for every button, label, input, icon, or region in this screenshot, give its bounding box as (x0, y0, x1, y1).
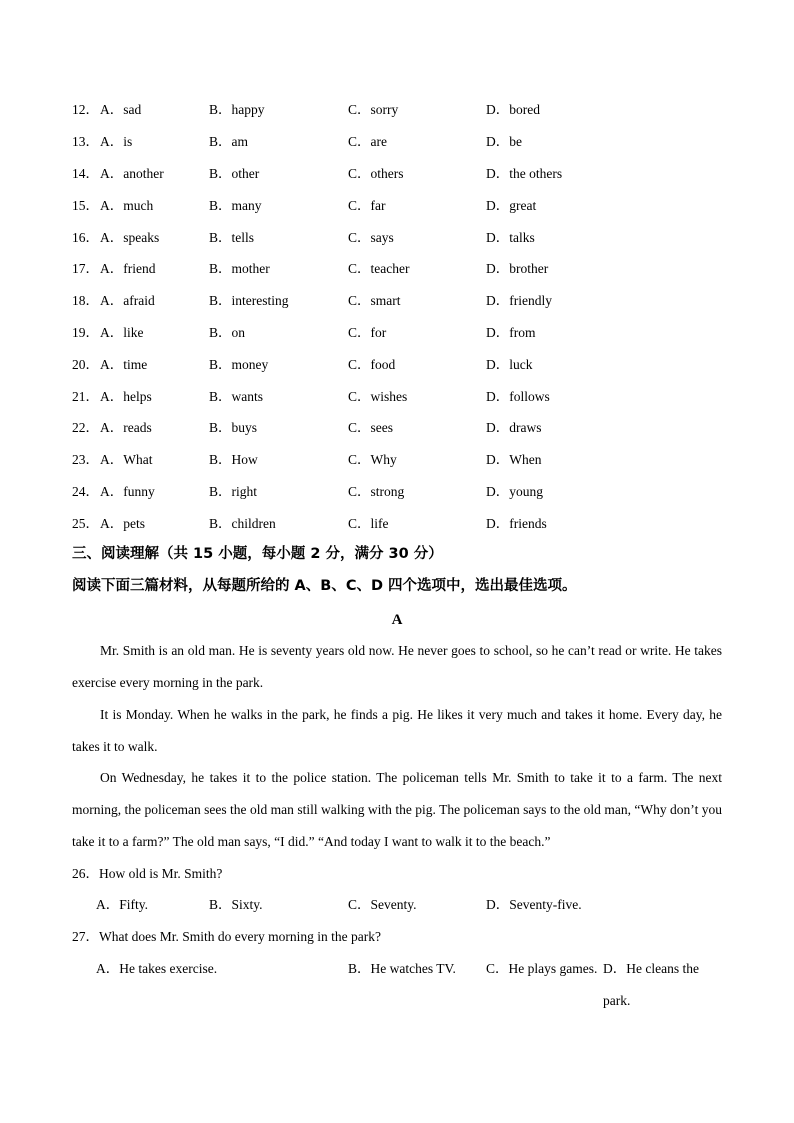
option-c: C．for (348, 325, 387, 340)
question-number: 18． (72, 293, 99, 308)
option-b: B．on (209, 325, 246, 340)
passage-title: A (391, 612, 403, 628)
question-number: 23． (72, 452, 99, 467)
question-stem: 26．How old is Mr. Smith? (72, 866, 223, 881)
option-c: C．strong (348, 484, 405, 499)
option-c: C．sees (348, 420, 393, 435)
option-b: B．buys (209, 420, 258, 435)
option-c: C．He plays games. (486, 961, 598, 976)
option-a: A．reads (100, 420, 152, 435)
option-d: D．great (486, 198, 537, 213)
option-a: A．afraid (100, 293, 155, 308)
option-d: D．bored (486, 102, 540, 117)
option-a: A．speaks (100, 230, 160, 245)
question-number: 24． (72, 484, 99, 499)
option-b: B．money (209, 357, 269, 372)
option-b: B．Sixty. (209, 897, 263, 912)
question-number: 14． (72, 166, 99, 181)
question-number: 16． (72, 230, 99, 245)
passage-paragraph: It is Monday. When he walks in the park, he finds a pig. He likes it very much and takes it home. Every day, he takes it to walk. (72, 707, 722, 754)
option-b: B．How (209, 452, 258, 467)
question-number: 20． (72, 357, 99, 372)
option-d: D．the others (486, 166, 563, 181)
option-d: D．friends (486, 516, 547, 531)
option-d: D．When (486, 452, 542, 467)
option-c: C．sorry (348, 102, 399, 117)
question-number: 19． (72, 325, 99, 340)
question-stem: 27．What does Mr. Smith do every morning in the park? (72, 929, 381, 944)
option-a: A．sad (100, 102, 142, 117)
option-b: B．tells (209, 230, 255, 245)
question-number: 21． (72, 389, 99, 404)
option-b: B．happy (209, 102, 265, 117)
option-d: D．be (486, 134, 522, 149)
option-d: D．He cleans the park. (603, 961, 699, 1008)
option-a: A．What (100, 452, 153, 467)
option-a: A．friend (100, 261, 156, 276)
option-b: B．children (209, 516, 276, 531)
option-c: C．smart (348, 293, 401, 308)
option-b: B．mother (209, 261, 270, 276)
option-d: D．young (486, 484, 543, 499)
question-number: 13． (72, 134, 99, 149)
option-b: B．other (209, 166, 260, 181)
passage-paragraph: Mr. Smith is an old man. He is seventy years old now. He never goes to school, so he can’t read or write. He takes exercise every morning in the park. (72, 643, 722, 690)
option-c: C．are (348, 134, 387, 149)
option-c: C．says (348, 230, 394, 245)
option-a: A．pets (100, 516, 145, 531)
option-a: A．funny (100, 484, 155, 499)
option-c: C．food (348, 357, 396, 372)
option-b: B．am (209, 134, 248, 149)
option-b: B．interesting (209, 293, 289, 308)
option-c: C．wishes (348, 389, 408, 404)
option-a: A．helps (100, 389, 152, 404)
option-c: C．teacher (348, 261, 410, 276)
question-number: 15． (72, 198, 99, 213)
question-number: 25． (72, 516, 99, 531)
passage-paragraph: On Wednesday, he takes it to the police station. The policeman tells Mr. Smith to take it to a farm. The next morning, the policeman sees the old man still walking with the pig. The policeman says to the old man, “Why don’t you take it to a farm?” The old man says, “I did.” “And today I want to walk it to the beach.” (72, 770, 722, 849)
option-a: A．is (100, 134, 133, 149)
option-d: D．friendly (486, 293, 552, 308)
option-c: C．Seventy. (348, 897, 417, 912)
option-b: B．right (209, 484, 258, 499)
option-c: C．life (348, 516, 389, 531)
option-a: A．time (100, 357, 148, 372)
option-b: B．wants (209, 389, 263, 404)
option-a: A．like (100, 325, 144, 340)
option-b: B．many (209, 198, 262, 213)
option-d: D．draws (486, 420, 542, 435)
option-a: A．He takes exercise. (96, 961, 218, 976)
section-instruction: 阅读下面三篇材料，从每题所给的 A、B、C、D 四个选项中，选出最佳选项。 (72, 578, 577, 594)
option-c: C．Why (348, 452, 397, 467)
option-d: D．talks (486, 230, 535, 245)
question-number: 12． (72, 102, 99, 117)
option-a: A．Fifty. (96, 897, 149, 912)
option-d: D．luck (486, 357, 533, 372)
option-b: B．He watches TV. (348, 961, 456, 976)
option-d: D．brother (486, 261, 549, 276)
section-heading: 三、阅读理解（共 15 小题，每小题 2 分，满分 30 分） (72, 546, 443, 562)
option-d: D．Seventy-five. (486, 897, 582, 912)
option-d: D．follows (486, 389, 550, 404)
option-c: C．far (348, 198, 386, 213)
question-number: 22． (72, 420, 99, 435)
option-a: A．another (100, 166, 164, 181)
option-d: D．from (486, 325, 536, 340)
option-a: A．much (100, 198, 154, 213)
option-c: C．others (348, 166, 404, 181)
question-number: 17． (72, 261, 99, 276)
